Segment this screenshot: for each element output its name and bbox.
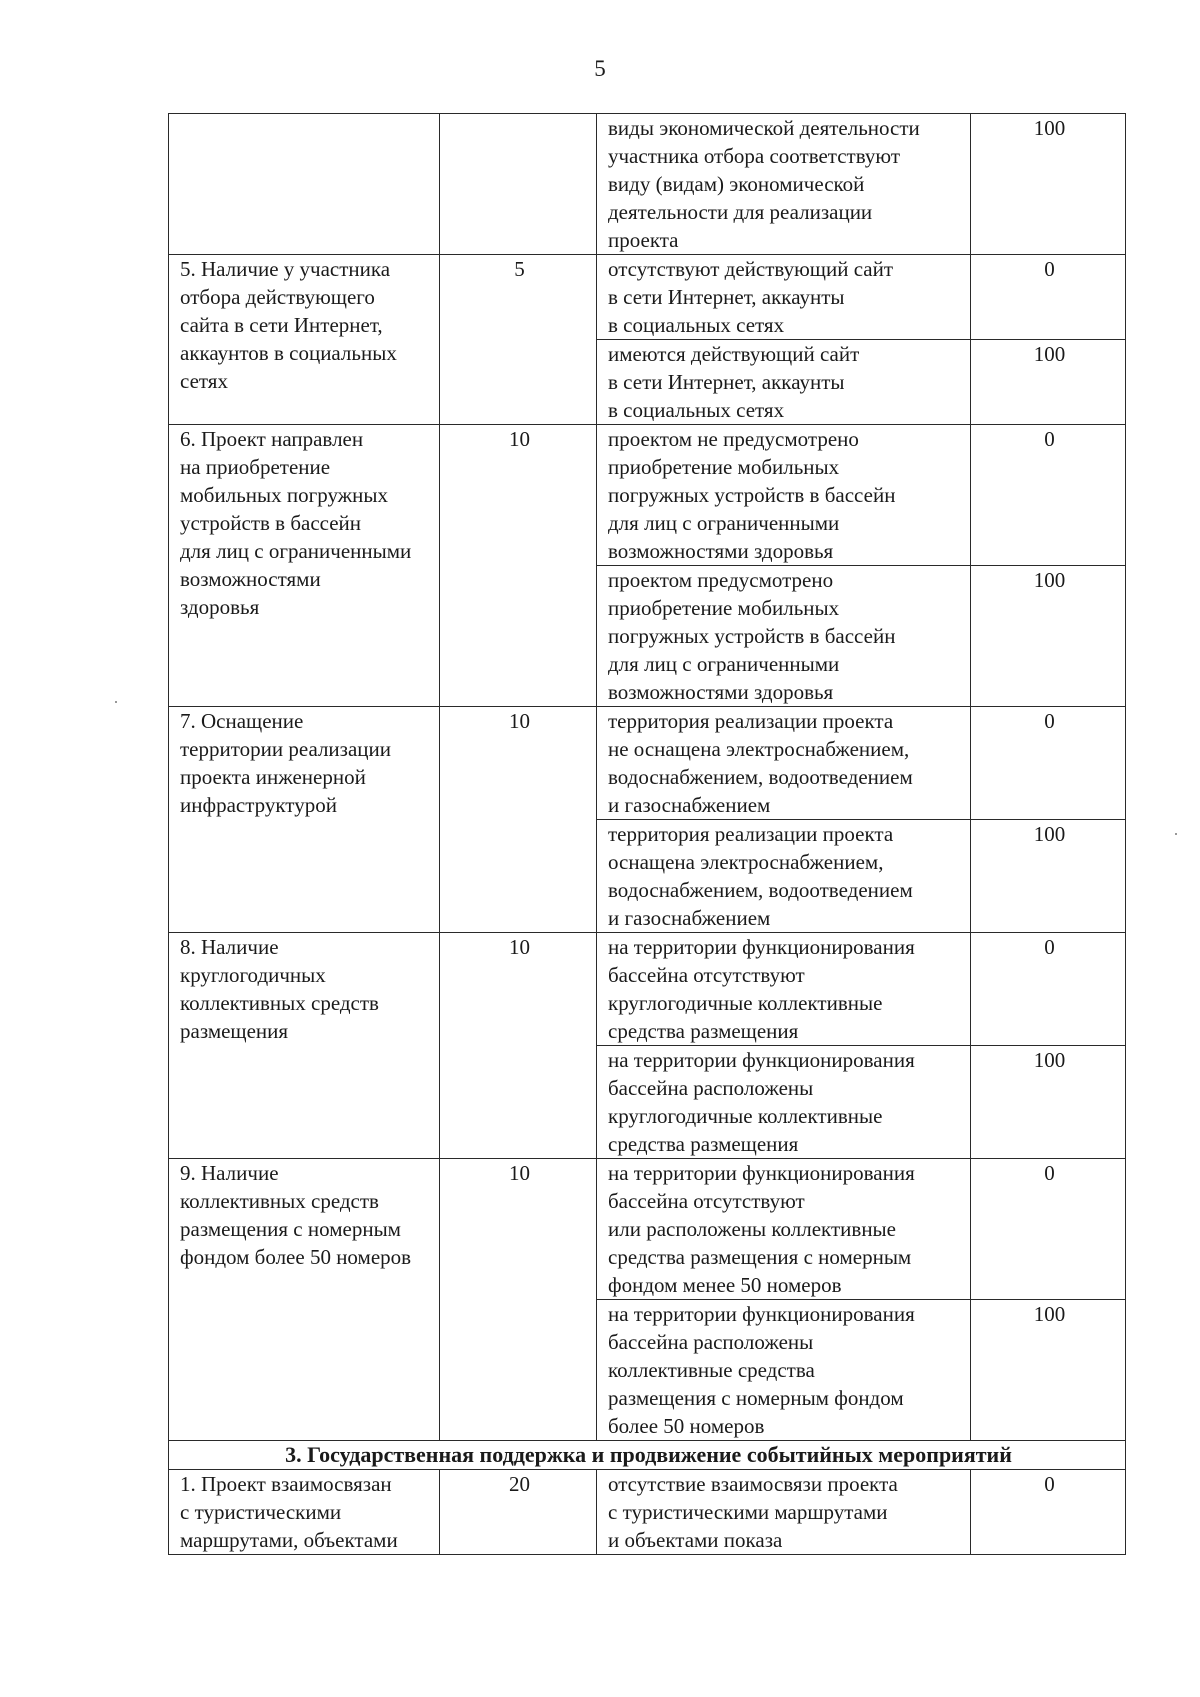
option-cell-text: виды экономической деятельности участника отбора соответствуют виду (видам) экономической деятельности для реализации проекта [608,116,920,252]
option-cell-text: проектом предусмотрено приобретение мобильных погружных устройств в бассейн для лиц с ограниченными возможностями здоровья [608,568,896,704]
option-cell [597,1470,971,1555]
option-cell [597,933,971,1046]
weight-cell [440,425,597,707]
score-cell [971,340,1126,425]
score-cell-text: 100 [1033,342,1066,366]
criterion-cell [169,255,440,425]
score-cell [971,114,1126,255]
criteria-table-body [169,114,1126,1555]
score-cell [971,707,1126,820]
option-cell-text: на территории функционирования бассейна расположены круглогодичные коллективные средства размещения [608,1048,915,1156]
criteria-table [168,113,1126,1555]
score-cell-text: 0 [1044,1472,1055,1496]
table-row [169,1470,1126,1555]
criterion-cell [169,933,440,1159]
criterion-cell [169,425,440,707]
table-row [169,255,1126,340]
table-row [169,425,1126,566]
option-cell-text: отсутствуют действующий сайт в сети Интернет, аккаунты в социальных сетях [608,257,894,337]
score-cell-text: 0 [1044,427,1055,451]
table-row [169,1159,1126,1300]
option-cell [597,255,971,340]
score-cell [971,820,1126,933]
score-cell-text: 100 [1033,568,1066,592]
option-cell [597,1300,971,1441]
weight-cell [440,933,597,1159]
criterion-cell-text: 1. Проект взаимосвязан с туристическими маршрутами, объектами [180,1472,398,1552]
option-cell-text: отсутствие взаимосвязи проекта с туристическими маршрутами и объектами показа [608,1472,898,1552]
criterion-cell-text: 8. Наличие круглогодичных коллективных средств размещения [180,935,379,1043]
criterion-cell-text: 9. Наличие коллективных средств размещения с номерным фондом более 50 номеров [180,1161,412,1269]
weight-cell-text: 10 [509,427,530,451]
criterion-cell [169,1470,440,1555]
option-cell-text: на территории функционирования бассейна отсутствуют круглогодичные коллективные средства размещения [608,935,915,1043]
score-cell-text: 100 [1033,116,1066,140]
criterion-cell [169,1159,440,1441]
score-cell-text: 0 [1044,257,1055,281]
option-cell-text: имеются действующий сайт в сети Интернет, аккаунты в социальных сетях [608,342,860,422]
scan-speck [115,701,117,703]
option-cell-text: на территории функционирования бассейна расположены коллективные средства размещения с номерным фондом более 50 номеров [608,1302,915,1438]
table-row [169,707,1126,820]
score-cell [971,425,1126,566]
score-cell-text: 100 [1033,1302,1066,1326]
option-cell [597,114,971,255]
option-cell-text: на территории функционирования бассейна отсутствуют или расположены коллективные средства размещения с номерным фондом менее 50 номеров [608,1161,915,1297]
scan-speck [1175,833,1177,835]
score-cell [971,1046,1126,1159]
criterion-cell-text: 7. Оснащение территории реализации проекта инженерной инфраструктурой [180,709,391,817]
criterion-cell [169,114,440,255]
option-cell-text: проектом не предусмотрено приобретение мобильных погружных устройств в бассейн для лиц с ограниченными возможностями здоровья [608,427,896,563]
page-number: 5 [594,56,606,81]
score-cell [971,1159,1126,1300]
score-cell-text: 100 [1033,1048,1066,1072]
weight-cell [440,1159,597,1441]
score-cell-text: 0 [1044,709,1055,733]
weight-cell-text: 10 [509,709,530,733]
score-cell-text: 0 [1044,1161,1055,1185]
criterion-cell-text: 5. Наличие у участника отбора действующего сайта в сети Интернет, аккаунтов в социальных сетях [180,257,397,393]
weight-cell-text: 20 [509,1472,530,1496]
option-cell [597,566,971,707]
option-cell [597,820,971,933]
option-cell [597,425,971,566]
score-cell-text: 0 [1044,935,1055,959]
score-cell [971,255,1126,340]
weight-cell [440,707,597,933]
section-row [169,1441,1126,1470]
weight-cell [440,1470,597,1555]
weight-cell [440,114,597,255]
option-cell [597,707,971,820]
option-cell-text: территория реализации проекта оснащена электроснабжением, водоснабжением, водоотведением и газоснабжением [608,822,913,930]
option-cell [597,1046,971,1159]
weight-cell-text: 5 [514,257,525,281]
table-row [169,114,1126,255]
score-cell [971,1470,1126,1555]
table-row [169,933,1126,1046]
score-cell [971,933,1126,1046]
option-cell [597,340,971,425]
score-cell [971,1300,1126,1441]
section-title: 3. Государственная поддержка и продвижение событийных мероприятий [169,1441,1126,1470]
criterion-cell [169,707,440,933]
weight-cell [440,255,597,425]
option-cell-text: территория реализации проекта не оснащена электроснабжением, водоснабжением, водоотведением и газоснабжением [608,709,913,817]
option-cell [597,1159,971,1300]
criterion-cell-text: 6. Проект направлен на приобретение мобильных погружных устройств в бассейн для лиц с ограниченными возможностями здоровья [180,427,412,619]
weight-cell-text: 10 [509,1161,530,1185]
score-cell [971,566,1126,707]
weight-cell-text: 10 [509,935,530,959]
score-cell-text: 100 [1033,822,1066,846]
